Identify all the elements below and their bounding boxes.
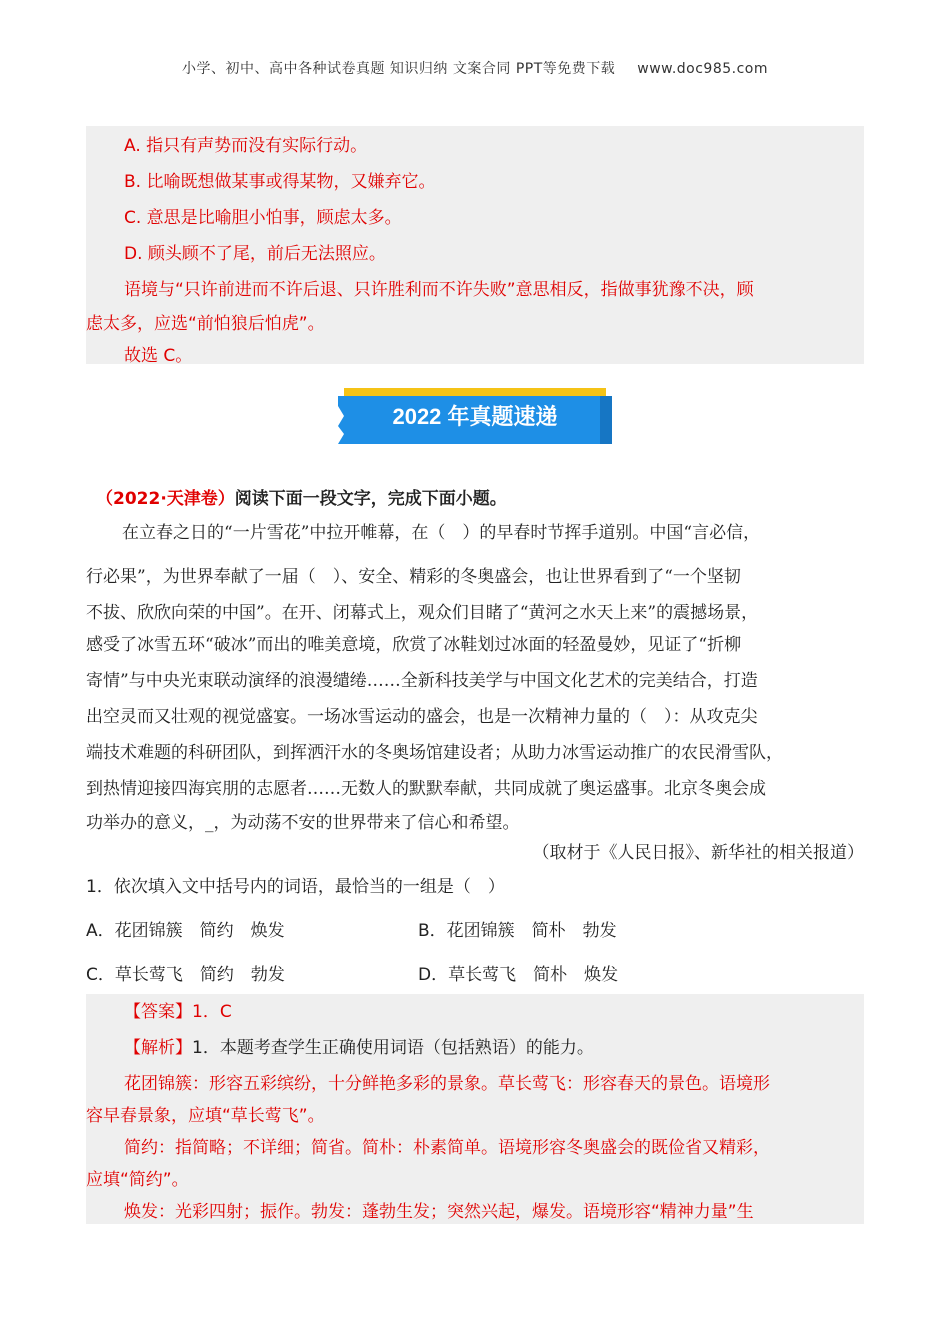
passage-source: （取材于《人民日报》、新华社的相关报道） [532,843,864,863]
passage-line: 到热情迎接四海宾朋的志愿者……无数人的默默奉献，共同成就了奥运盛事。北京冬奥会成 [86,779,766,799]
question-intro [96,484,507,509]
option-d[interactable]: D．草长莺飞 简朴 焕发 [418,965,619,985]
passage-line: 功举办的意义，_，为动荡不安的世界带来了信心和希望。 [86,813,520,833]
answer-label: 【答案】 [124,1002,192,1022]
explanation-line: D. 顾头顾不了尾，前后无法照应。 [124,244,386,264]
passage-line: 在立春之日的“一片雪花”中拉开帷幕，在（ ）的早春时节挥手道别。中国“言必信， [122,523,761,543]
option-c[interactable]: C．草长莺飞 简约 勃发 [86,965,285,985]
question-stem: 1．依次填入文中括号内的词语，最恰当的一组是（ ） [86,877,505,897]
passage-line: 行必果”，为世界奉献了一届（ ）、安全、精彩的冬奥盛会，也让世界看到了“一个坚韧 [86,567,741,587]
header-text: 小学、初中、高中各种试卷真题 知识归纳 文案合同 PPT等免费下载 [181,61,616,77]
option-a[interactable]: A．花团锦簇 简约 焕发 [86,921,285,941]
explanation-line: C. 意思是比喻胆小怕事，顾虑太多。 [124,208,402,228]
previous-explanation-block [86,126,864,364]
analysis-first: 1．本题考查学生正确使用词语（包括熟语）的能力。 [192,1038,594,1058]
section-banner [334,386,616,448]
analysis-text: 简约：指简略；不详细；简省。简朴：朴素简单。语境形容冬奥盛会的既俭省又精彩， [124,1138,770,1158]
explanation-line: 语境与“只许前进而不许后退、只许胜利而不许失败”意思相反，指做事犹豫不决，顾 [124,280,754,300]
passage-line: 不拔、欣欣向荣的中国”。在开、闭幕式上，观众们目睹了“黄河之水天上来”的震撼场景， [86,603,759,623]
answer-block [86,994,864,1224]
passage-line: 感受了冰雪五环“破冰”而出的唯美意境，欣赏了冰鞋划过冰面的轻盈曼妙，见证了“折柳 [86,635,742,655]
analysis-label: 【解析】 [124,1038,192,1058]
analysis-text: 花团锦簇：形容五彩缤纷，十分鲜艳多彩的景象。草长莺飞：形容春天的景色。语境形 [124,1074,770,1094]
analysis-line [86,1030,594,1066]
explanation-line: B. 比喻既想做某事或得某物，又嫌弃它。 [124,172,436,192]
analysis-text: 应填“简约”。 [86,1170,189,1190]
passage-line: 端技术难题的科研团队，到挥洒汗水的冬奥场馆建设者；从助力冰雪运动推广的农民滑雪队， [86,743,783,763]
explanation-line: 虑太多，应选“前怕狼后怕虎”。 [86,314,325,334]
answer-line [86,994,232,1030]
explanation-line: A. 指只有声势而没有实际行动。 [124,136,368,156]
header-url[interactable]: www.doc985.com [637,61,769,77]
explanation-conclusion: 故选 C。 [124,346,193,366]
page-header [0,58,950,78]
passage-line: 寄情”与中央光束联动演绎的浪漫缱绻……全新科技美学与中国文化艺术的完美结合，打造 [86,671,758,691]
analysis-text: 焕发：光彩四射；振作。勃发：蓬勃生发；突然兴起，爆发。语境形容“精神力量”生 [124,1202,754,1222]
banner-title: 2022 年真题速递 [392,404,558,429]
answer-value: 1．C [192,1002,232,1022]
passage-line: 出空灵而又壮观的视觉盛宴。一场冰雪运动的盛会，也是一次精神力量的（ ）：从攻克尖 [86,707,758,727]
analysis-text: 容早春景象，应填“草长莺飞”。 [86,1106,325,1126]
question-instruction: 阅读下面一段文字，完成下面小题。 [234,489,507,509]
question-source-tag: （2022·天津卷） [96,489,235,509]
option-b[interactable]: B．花团锦簇 简朴 勃发 [418,921,617,941]
